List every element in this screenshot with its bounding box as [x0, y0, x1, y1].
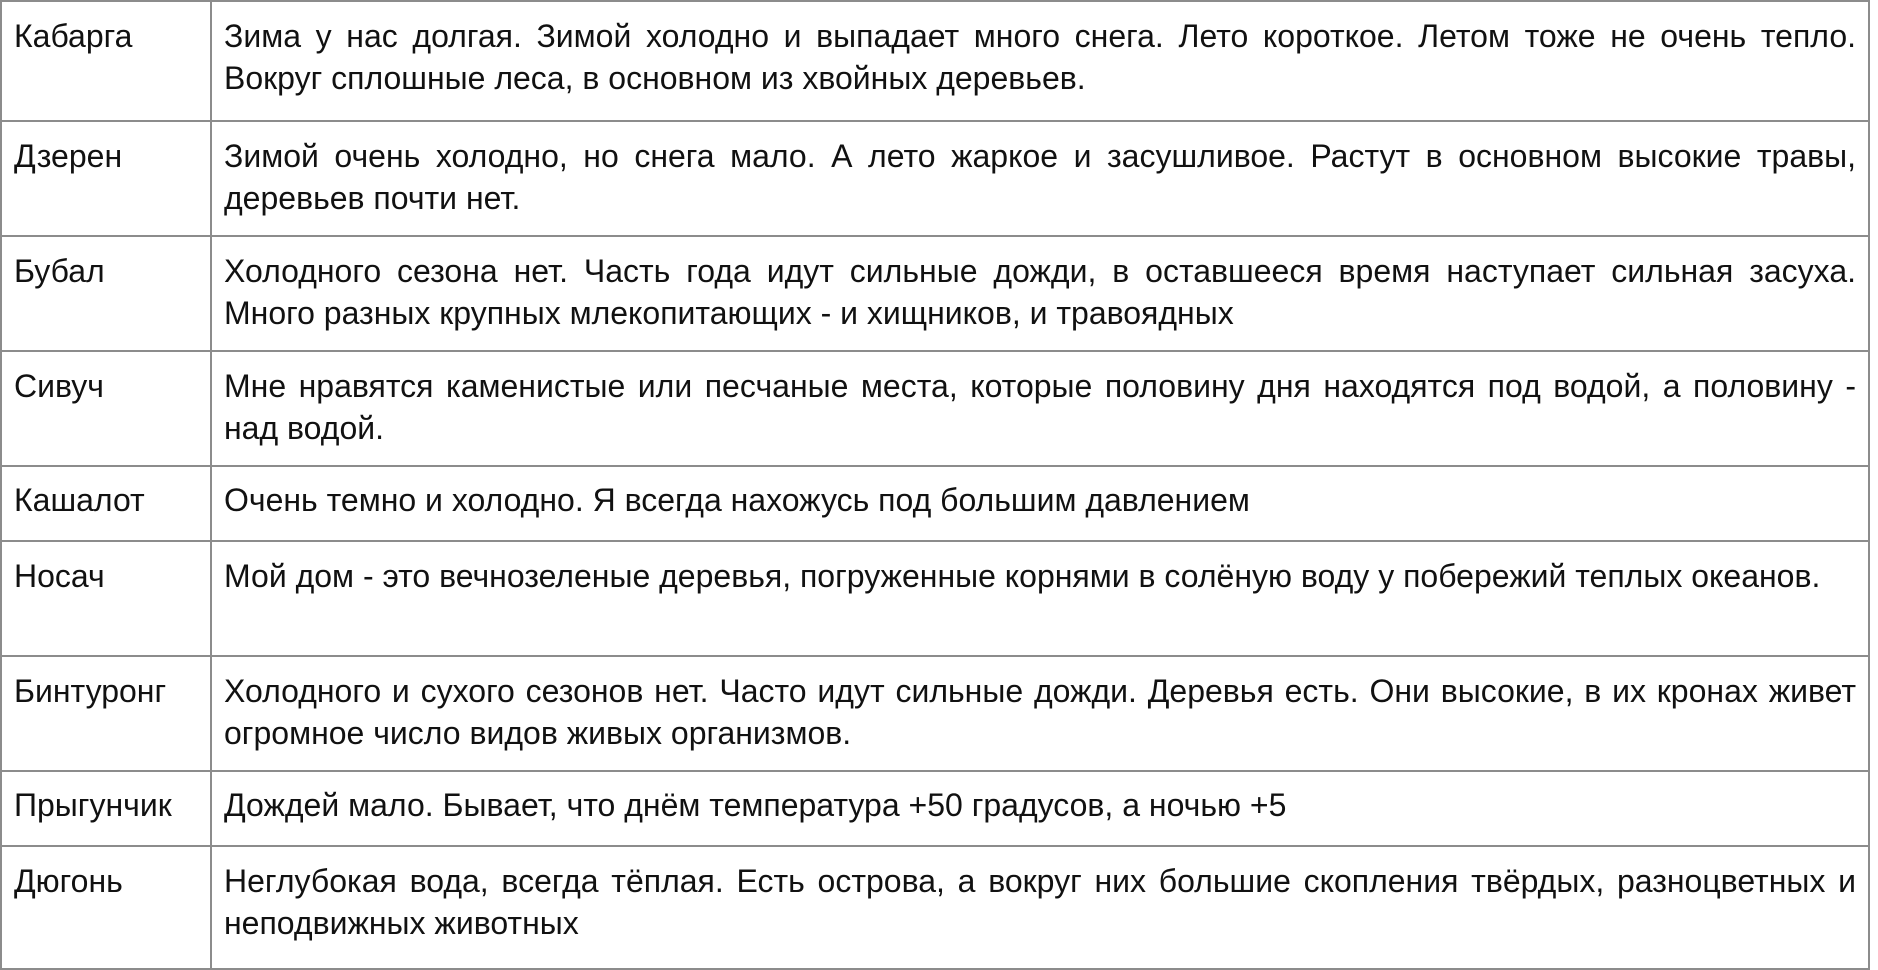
- habitat-description: Холодного и сухого сезонов нет. Часто идут сильные дожди. Деревья есть. Они высокие, в их кронах живет огромное число видов живых организмов.: [211, 656, 1869, 771]
- table-row: [1, 121, 1869, 236]
- animal-name: Сивуч: [1, 351, 211, 466]
- table-row: [1, 541, 1869, 656]
- table-row: [1, 1, 1869, 121]
- animal-name: Прыгунчик: [1, 771, 211, 846]
- habitat-description: Неглубокая вода, всегда тёплая. Есть острова, а вокруг них большие скопления твёрдых, разноцветных и неподвижных животных: [211, 846, 1869, 969]
- habitat-description: Зима у нас долгая. Зимой холодно и выпадает много снега. Лето короткое. Летом тоже не очень тепло. Вокруг сплошные леса, в основном из хвойных деревьев.: [211, 1, 1869, 121]
- table-row: [1, 771, 1869, 846]
- animal-name: Бубал: [1, 236, 211, 351]
- habitat-description: Очень темно и холодно. Я всегда нахожусь под большим давлением: [211, 466, 1869, 541]
- table-row: [1, 466, 1869, 541]
- animal-name: Носач: [1, 541, 211, 656]
- table-row: [1, 846, 1869, 969]
- habitat-description: Холодного сезона нет. Часть года идут сильные дожди, в оставшееся время наступает сильная засуха. Много разных крупных млекопитающих - и хищников, и травоядных: [211, 236, 1869, 351]
- table-row: [1, 656, 1869, 771]
- animal-name: Кашалот: [1, 466, 211, 541]
- animal-name: Бинтуронг: [1, 656, 211, 771]
- habitat-description: Зимой очень холодно, но снега мало. А лето жаркое и засушливое. Растут в основном высокие травы, деревьев почти нет.: [211, 121, 1869, 236]
- habitat-description: Дождей мало. Бывает, что днём температура +50 градусов, а ночью +5: [211, 771, 1869, 846]
- table-row: [1, 236, 1869, 351]
- habitat-description: Мой дом - это вечнозеленые деревья, погруженные корнями в солёную воду у побережий теплых океанов.: [211, 541, 1869, 656]
- table-row: [1, 351, 1869, 466]
- animal-name: Дюгонь: [1, 846, 211, 969]
- animal-name: Дзерен: [1, 121, 211, 236]
- animal-name: Кабарга: [1, 1, 211, 121]
- habitat-description: Мне нравятся каменистые или песчаные места, которые половину дня находятся под водой, а половину - над водой.: [211, 351, 1869, 466]
